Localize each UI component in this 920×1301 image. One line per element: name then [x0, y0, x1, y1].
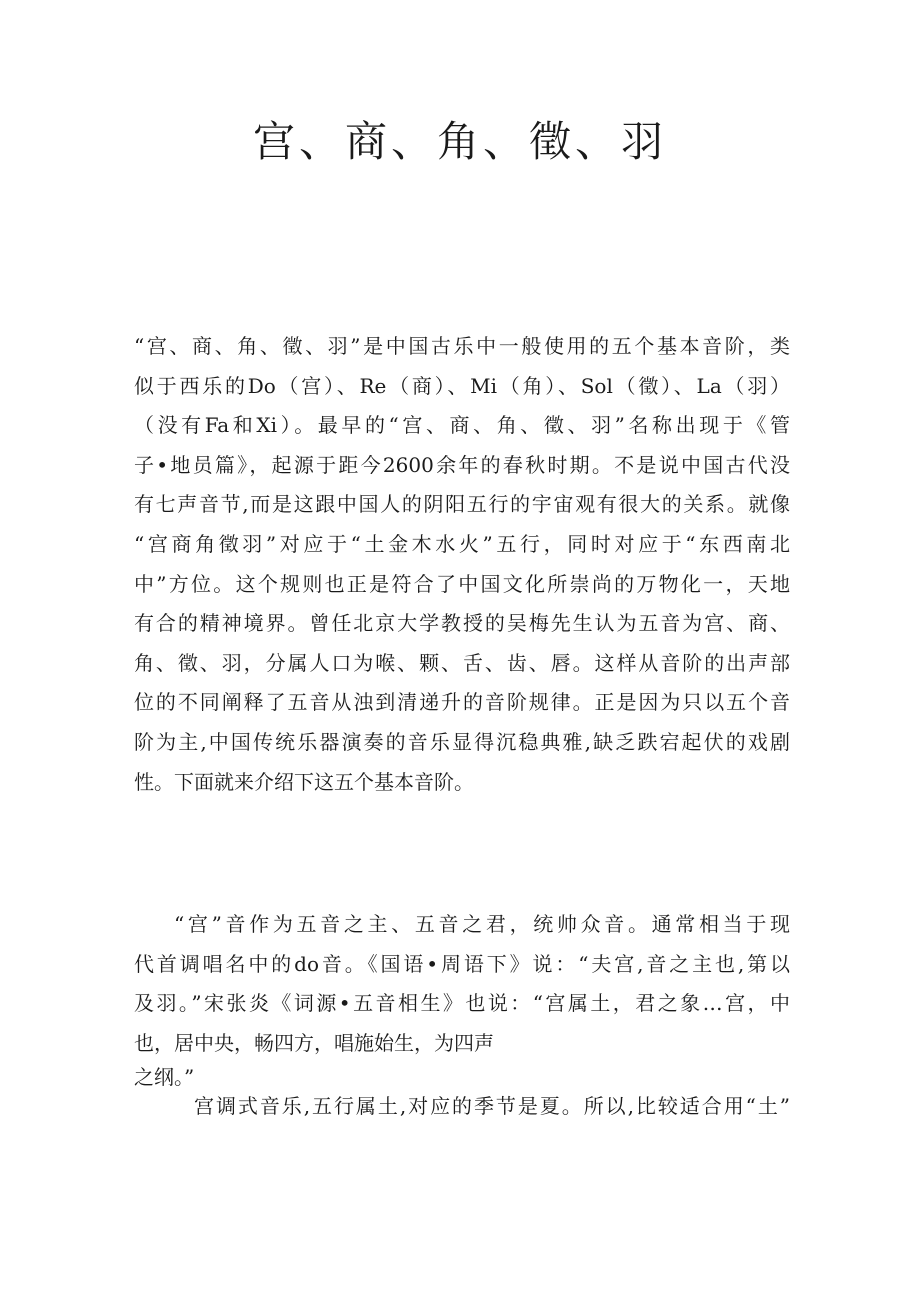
paragraph-line: 阶为主,中国传统乐器演奏的音乐显得沉稳典雅,缺乏跌宕起伏的戏剧	[134, 729, 790, 754]
paragraph-line: 宫调式音乐,五行属土,对应的季节是夏。所以,比较适合用“土”	[194, 1094, 790, 1118]
paragraph-2	[134, 905, 790, 1091]
paragraph-line: 性。下面就来介绍下这五个基本音阶。	[134, 769, 474, 794]
paragraph-line: 似于西乐的Do（宫）、Re（商）、Mi（角）、Sol（徵）、La（羽）	[134, 373, 790, 398]
paragraph-1	[134, 327, 790, 802]
paragraph-line: （没有Fa和Xi）。最早的“宫、商、角、徵、羽”名称出现于《管	[134, 413, 790, 438]
paragraph-line: “宫商角徵羽”对应于“土金木水火”五行，同时对应于“东西南北	[134, 531, 790, 556]
paragraph-line: 有合的精神境界。曾任北京大学教授的吴梅先生认为五音为宫、商、	[134, 611, 790, 636]
paragraph-line: 中”方位。这个规则也正是符合了中国文化所崇尚的万物化一，天地	[134, 571, 790, 596]
paragraph-line: “宫”音作为五音之主、五音之君，统帅众音。通常相当于现	[174, 912, 790, 936]
paragraph-line: 有七声音节,而是这跟中国人的阴阳五行的宇宙观有很大的关系。就像	[134, 492, 790, 517]
paragraph-line: 子•地员篇》，起源于距今2600余年的春秋时期。不是说中国古代没	[134, 452, 790, 477]
paragraph-line: “宫、商、角、徵、羽”是中国古乐中一般使用的五个基本音阶，类	[134, 334, 790, 358]
paragraph-line: 之纲。”	[134, 1065, 195, 1090]
page-title: 宫、商、角、徵、羽	[252, 117, 667, 166]
paragraph-line: 角、徵、羽，分属人口为喉、颗、舌、齿、唇。这样从音阶的出声部	[134, 650, 790, 675]
paragraph-line: 及羽。”宋张炎《词源•五音相生》也说：“宫属土，君之象…宫，中	[134, 991, 790, 1016]
paragraph-3	[134, 1087, 790, 1127]
paragraph-line: 代首调唱名中的do音。《国语•周语下》说：“夫宫,音之主也,第以	[134, 951, 790, 976]
paragraph-line: 位的不同阐释了五音从浊到清递升的音阶规律。正是因为只以五个音	[134, 690, 790, 715]
paragraph-line: 也，居中央，畅四方，唱施始生，为四声	[134, 1030, 494, 1055]
